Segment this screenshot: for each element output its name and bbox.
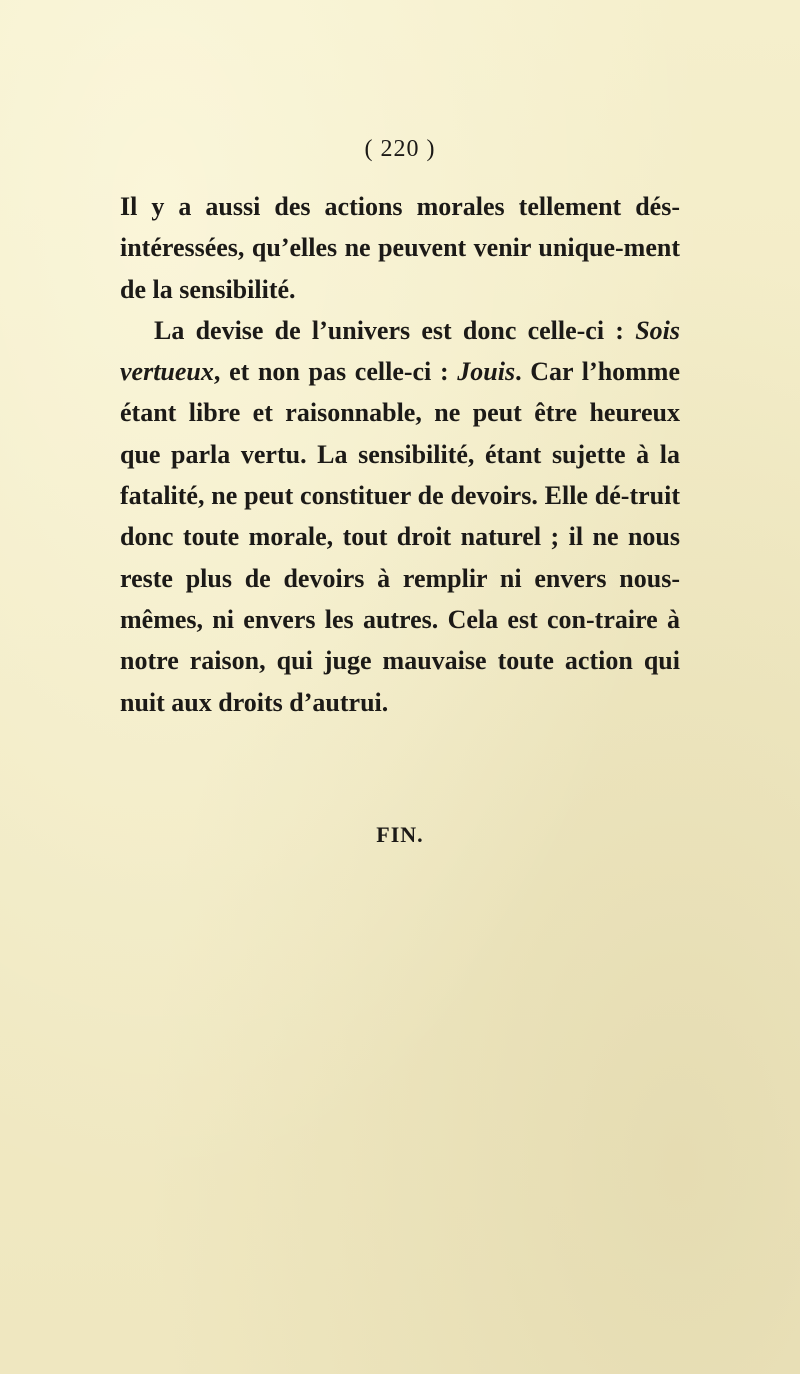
page-number: ( 220 ) — [364, 136, 436, 162]
paragraph-2-part-2: , et non pas celle-ci : — [213, 357, 458, 387]
paragraph-2-part-1: La devise de l’univers est donc celle-ci : — [154, 315, 636, 345]
motto-jouis: Jouis — [457, 357, 516, 387]
paragraph-2 — [120, 310, 680, 723]
paragraph-1: Il y a aussi des actions morales tellement dés-intéressées, qu’elles ne peuvent venir unique-ment de la sensibilité. — [120, 192, 680, 304]
body-text — [120, 186, 680, 723]
fin-label: FIN. — [376, 822, 424, 847]
motto-sois-vertueux: Sois vertueux — [120, 315, 680, 387]
paragraph-2-part-3: . Car l’homme étant libre et raisonnable, ne peut être heureux que parla vertu. La sensibilité, étant sujette à la fatalité, ne peut constituer de devoirs. Elle dé-truit donc toute morale, tout droit naturel ; il ne nous reste plus de devoirs à remplir ni envers nous-mêmes, ni envers les autres. Cela est con-traire à notre raison, qui juge mauvaise toute action qui nuit aux droits d’autrui. — [120, 357, 681, 717]
